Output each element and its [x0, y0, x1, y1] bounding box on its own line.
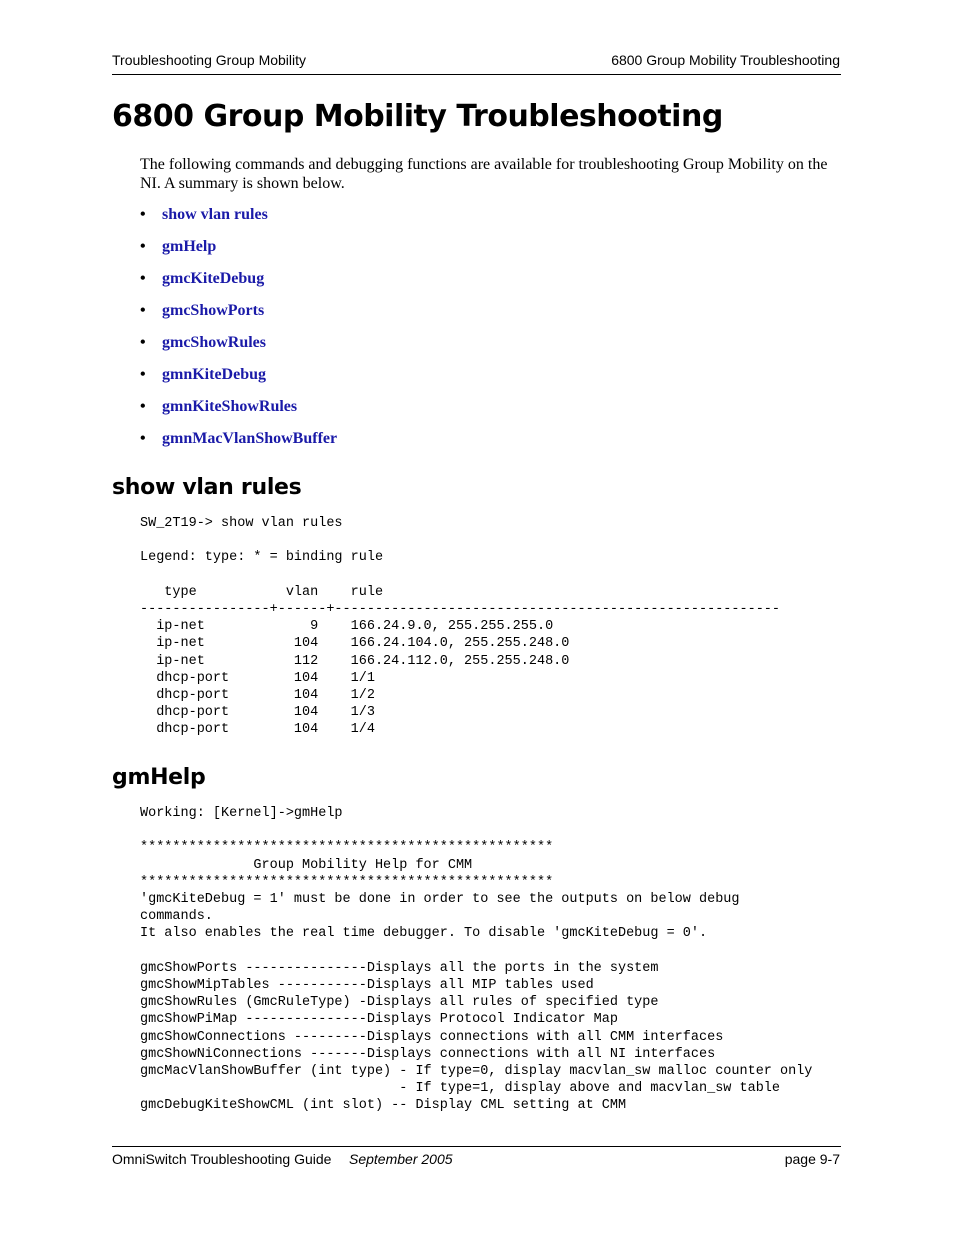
- link-gmnmacvlanshowbuffer[interactable]: gmnMacVlanShowBuffer: [162, 430, 338, 447]
- link-gmhelp[interactable]: gmHelp: [162, 238, 217, 255]
- link-gmnkitedebug[interactable]: gmnKiteDebug: [162, 366, 266, 383]
- list-item: [140, 268, 337, 300]
- list-item: [140, 236, 337, 268]
- link-show-vlan-rules[interactable]: show vlan rules: [162, 206, 268, 223]
- bullet-icon: •: [140, 398, 146, 415]
- bullet-icon: •: [140, 334, 146, 351]
- header-divider: [112, 74, 841, 75]
- bullet-icon: •: [140, 206, 146, 223]
- bullet-icon: •: [140, 302, 146, 319]
- list-item: [140, 428, 337, 460]
- list-item: [140, 204, 337, 236]
- section-heading-show-vlan-rules: show vlan rules: [112, 475, 302, 500]
- footer-page-number: page 9-7: [784, 1151, 840, 1167]
- bullet-icon: •: [140, 430, 146, 447]
- footer-guide-title: OmniSwitch Troubleshooting Guide: [112, 1151, 332, 1167]
- link-gmcshowrules[interactable]: gmcShowRules: [162, 334, 267, 351]
- bullet-icon: •: [140, 238, 146, 255]
- page-title: 6800 Group Mobility Troubleshooting: [112, 99, 723, 134]
- footer-date: September 2005: [349, 1151, 453, 1167]
- footer-divider: [112, 1146, 841, 1147]
- running-header-right: 6800 Group Mobility Troubleshooting: [611, 52, 840, 68]
- code-block-gmhelp: Working: [Kernel]->gmHelp *************************************************** Group Mobility Help for CMM *************************************************** 'gmcKiteDebug = 1' must be done in order to see the outputs on below debug commands. It also enables the real time debugger. To disable 'gmcKiteDebug = 0'. gmcShowPorts ---------------Displays all the ports in the system gmcShowMipTables -----------Displays all MIP tables used gmcShowRules (GmcRuleType) -Displays all rules of specified type gmcShowPiMap ---------------Displays Protocol Indicator Map gmcShowConnections ---------Displays connections with all CMM interfaces gmcShowNiConnections -------Displays connections with all NI interfaces gmcMacVlanShowBuffer (int type) - If type=0, display macvlan_sw malloc counter only - If type=1, display above and macvlan_sw table gmcDebugKiteShowCML (int slot) -- Display CML setting at CMM: [140, 806, 813, 1114]
- command-list: [140, 204, 337, 460]
- list-item: [140, 396, 337, 428]
- code-block-show-vlan-rules: SW_2T19-> show vlan rules Legend: type: * = binding rule type vlan rule ----------------+------+------------------------------------------------------- ip-net 9 166.24.9.0, 255.255.255.0 ip-net 104 166.24.104.0, 255.255.248.0 ip-net 112 166.24.112.0, 255.255.248.0 dhcp-port 104 1/1 dhcp-port 104 1/2 dhcp-port 104 1/3 dhcp-port 104 1/4: [140, 516, 781, 738]
- intro-paragraph: The following commands and debugging functions are available for troubleshooting Group Mobility on the NI. A summary is shown below.: [140, 156, 828, 192]
- link-gmcshowports[interactable]: gmcShowPorts: [162, 302, 265, 319]
- list-item: [140, 332, 337, 364]
- link-gmckitedebug[interactable]: gmcKiteDebug: [162, 270, 265, 287]
- running-header-left: Troubleshooting Group Mobility: [112, 52, 307, 68]
- bullet-icon: •: [140, 366, 146, 383]
- list-item: [140, 300, 337, 332]
- link-gmnkiteshowrules[interactable]: gmnKiteShowRules: [162, 398, 298, 415]
- list-item: [140, 364, 337, 396]
- bullet-icon: •: [140, 270, 146, 287]
- section-heading-gmhelp: gmHelp: [112, 765, 206, 790]
